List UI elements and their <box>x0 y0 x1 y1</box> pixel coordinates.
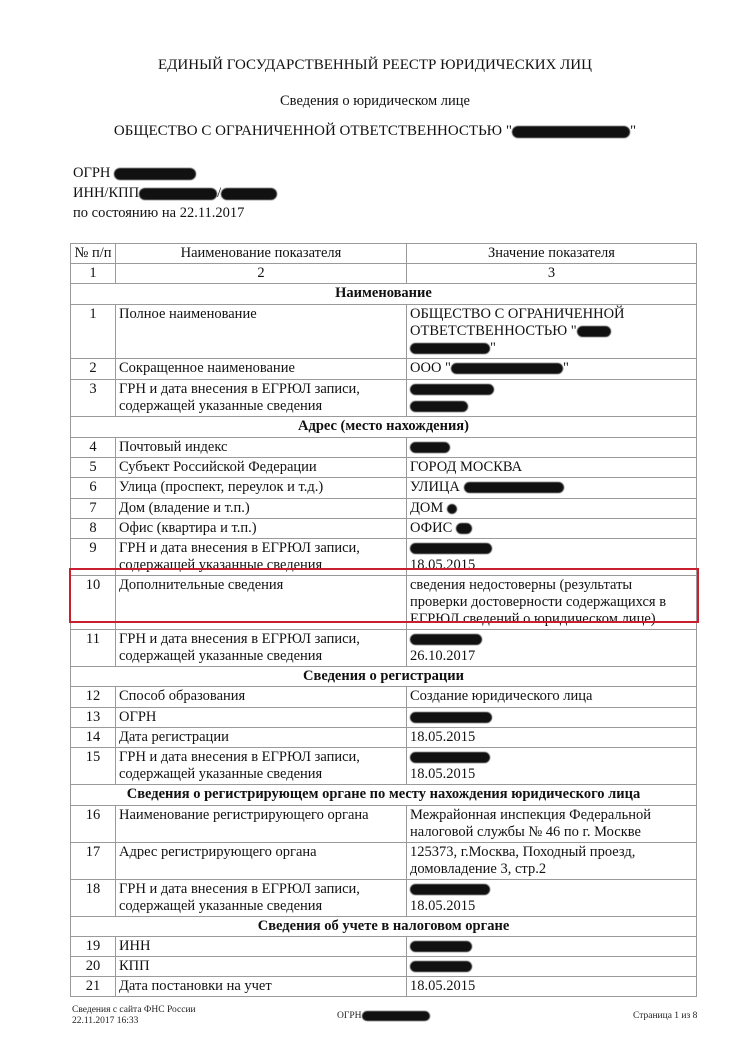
row-date: 18.05.2015 <box>410 557 476 573</box>
column-index: 2 <box>116 264 407 284</box>
row-date: 26.10.2017 <box>410 648 476 664</box>
footer-page-number: Страница 1 из 8 <box>633 1011 698 1021</box>
row-value: 125373, г.Москва, Походный проезд, домовладение 3, стр.2 <box>407 843 697 880</box>
row-indicator: ГРН и дата внесения в ЕГРЮЛ записи, содержащей указанные сведения <box>116 630 407 667</box>
inn-kpp-separator: / <box>217 185 222 201</box>
section-title: Сведения о регистрирующем органе по месту нахождения юридического лица <box>71 785 697 806</box>
column-header-number: № п/п <box>71 244 116 264</box>
table-row <box>71 478 697 499</box>
section-header <box>71 917 697 937</box>
row-indicator: ОГРН <box>116 708 407 728</box>
section-title: Сведения об учете в налоговом органе <box>71 917 697 937</box>
table-row <box>71 728 697 748</box>
row-value: Межрайонная инспекция Федеральной налоговой службы № 46 по г. Москве <box>407 806 697 843</box>
registry-title: ЕДИНЫЙ ГОСУДАРСТВЕННЫЙ РЕЕСТР ЮРИДИЧЕСКИХ ЛИЦ <box>158 57 592 73</box>
row-number: 1 <box>71 305 116 359</box>
column-header-value: Значение показателя <box>407 244 697 264</box>
row-number: 16 <box>71 806 116 843</box>
row-indicator: ГРН и дата внесения в ЕГРЮЛ записи, содержащей указанные сведения <box>116 748 407 785</box>
redacted-value <box>410 884 490 895</box>
row-value <box>407 438 697 458</box>
row-indicator: Дополнительные сведения <box>116 576 407 630</box>
row-indicator: Адрес регистрирующего органа <box>116 843 407 880</box>
redacted-kpp <box>221 188 277 200</box>
row-number: 12 <box>71 687 116 708</box>
redacted-value <box>410 343 490 354</box>
row-indicator: Дата постановки на учет <box>116 977 407 997</box>
redacted-value <box>464 482 564 493</box>
ogrn-label: ОГРН <box>73 165 111 181</box>
column-index: 3 <box>407 264 697 284</box>
redacted-inn <box>139 188 217 200</box>
redacted-value <box>410 712 492 723</box>
as-of-date: по состоянию на 22.11.2017 <box>73 205 245 221</box>
row-number: 18 <box>71 880 116 917</box>
row-value: ООО " " <box>407 359 697 380</box>
row-number: 9 <box>71 539 116 576</box>
table-header-row <box>71 244 697 264</box>
street-prefix: УЛИЦА <box>410 479 460 495</box>
footer-ogrn-label: ОГРН <box>337 1011 362 1022</box>
table-row <box>71 305 697 359</box>
section-header <box>71 667 697 687</box>
row-indicator: Дом (владение и т.п.) <box>116 499 407 519</box>
table-row <box>71 880 697 917</box>
row-value: 18.05.2015 <box>407 977 697 997</box>
document-subtitle: Сведения о юридическом лице <box>280 93 470 109</box>
row-indicator: Наименование регистрирующего органа <box>116 806 407 843</box>
redacted-value <box>410 543 492 554</box>
redacted-value <box>410 401 468 412</box>
section-title: Сведения о регистрации <box>71 667 697 687</box>
section-title: Адрес (место нахождения) <box>71 417 697 438</box>
inn-kpp-label: ИНН/КПП <box>73 185 140 201</box>
row-number: 10 <box>71 576 116 630</box>
row-value <box>407 630 697 667</box>
table-row <box>71 519 697 539</box>
footer-ogrn <box>337 1011 430 1022</box>
row-number: 14 <box>71 728 116 748</box>
redacted-company-name <box>512 126 630 138</box>
row-number: 13 <box>71 708 116 728</box>
row-indicator: ГРН и дата внесения в ЕГРЮЛ записи, содержащей указанные сведения <box>116 380 407 417</box>
row-number: 4 <box>71 438 116 458</box>
table-row <box>71 687 697 708</box>
row-date: 18.05.2015 <box>410 766 476 782</box>
company-title-text: ОБЩЕСТВО С ОГРАНИЧЕННОЙ ОТВЕТСТВЕННОСТЬЮ " <box>113 123 512 139</box>
table-row <box>71 630 697 667</box>
row-indicator: Способ образования <box>116 687 407 708</box>
section-header <box>71 284 697 305</box>
table-row <box>71 806 697 843</box>
table-row <box>71 977 697 997</box>
section-header <box>71 417 697 438</box>
row-number: 5 <box>71 458 116 478</box>
table-row <box>71 957 697 977</box>
row-value <box>407 478 697 499</box>
row-value <box>407 880 697 917</box>
section-title: Наименование <box>71 284 697 305</box>
redacted-footer-ogrn <box>362 1011 430 1021</box>
row-value <box>407 937 697 957</box>
row-value: 18.05.2015 <box>407 728 697 748</box>
table-row <box>71 438 697 458</box>
row-number: 2 <box>71 359 116 380</box>
row-date: 18.05.2015 <box>410 898 476 914</box>
highlight-box <box>69 568 699 623</box>
row-number: 7 <box>71 499 116 519</box>
row-number: 6 <box>71 478 116 499</box>
house-prefix: ДОМ <box>410 500 444 516</box>
row-number: 3 <box>71 380 116 417</box>
redacted-value <box>410 634 482 645</box>
row-value <box>407 380 697 417</box>
row-number: 15 <box>71 748 116 785</box>
table-row <box>71 708 697 728</box>
inn-kpp-line <box>73 183 277 203</box>
row-value <box>407 957 697 977</box>
company-title <box>0 123 750 140</box>
row-indicator: Офис (квартира и т.п.) <box>116 519 407 539</box>
row-value: Создание юридического лица <box>407 687 697 708</box>
redacted-value <box>447 504 457 514</box>
row-value <box>407 499 697 519</box>
row-value: ГОРОД МОСКВА <box>407 458 697 478</box>
table-row <box>71 499 697 519</box>
table-row <box>71 843 697 880</box>
row-value: сведения недостоверны (результаты проверки достоверности содержащихся в ЕГРЮЛ сведений о юридическом лице) <box>407 576 697 630</box>
redacted-value <box>410 442 450 453</box>
row-indicator: Полное наименование <box>116 305 407 359</box>
row-indicator: ГРН и дата внесения в ЕГРЮЛ записи, содержащей указанные сведения <box>116 880 407 917</box>
row-indicator: ИНН <box>116 937 407 957</box>
row-indicator: КПП <box>116 957 407 977</box>
row-indicator: ГРН и дата внесения в ЕГРЮЛ записи, содержащей указанные сведения <box>116 539 407 576</box>
row-indicator: Почтовый индекс <box>116 438 407 458</box>
section-header <box>71 785 697 806</box>
row-number: 8 <box>71 519 116 539</box>
redacted-ogrn <box>114 168 196 180</box>
table-row <box>71 359 697 380</box>
column-index: 1 <box>71 264 116 284</box>
table-row <box>71 458 697 478</box>
row-indicator: Дата регистрации <box>116 728 407 748</box>
redacted-value <box>456 523 472 534</box>
row-indicator: Субъект Российской Федерации <box>116 458 407 478</box>
row-number: 11 <box>71 630 116 667</box>
row-indicator: Сокращенное наименование <box>116 359 407 380</box>
row-value <box>407 519 697 539</box>
table-row <box>71 937 697 957</box>
row-number: 21 <box>71 977 116 997</box>
footer-datetime: 22.11.2017 16:33 <box>72 1016 139 1026</box>
redacted-value <box>577 326 611 337</box>
office-prefix: ОФИС <box>410 520 453 536</box>
column-header-indicator: Наименование показателя <box>116 244 407 264</box>
redacted-value <box>410 961 472 972</box>
redacted-value <box>410 384 494 395</box>
ogrn-line <box>73 163 196 183</box>
column-index-row <box>71 264 697 284</box>
row-number: 20 <box>71 957 116 977</box>
row-number: 17 <box>71 843 116 880</box>
company-title-quote: " <box>629 123 637 139</box>
table-row <box>71 748 697 785</box>
redacted-value <box>410 941 472 952</box>
row-indicator: Улица (проспект, переулок и т.д.) <box>116 478 407 499</box>
table-row <box>71 380 697 417</box>
row-value <box>407 708 697 728</box>
row-value <box>407 748 697 785</box>
row-number: 19 <box>71 937 116 957</box>
footer-source-text: Сведения с сайта ФНС России <box>72 1005 196 1015</box>
footer-source <box>72 1005 196 1027</box>
redacted-value <box>410 752 490 763</box>
row-value: ОБЩЕСТВО С ОГРАНИЧЕННОЙ ОТВЕТСТВЕННОСТЬЮ " " <box>407 305 697 359</box>
redacted-value <box>451 363 563 374</box>
